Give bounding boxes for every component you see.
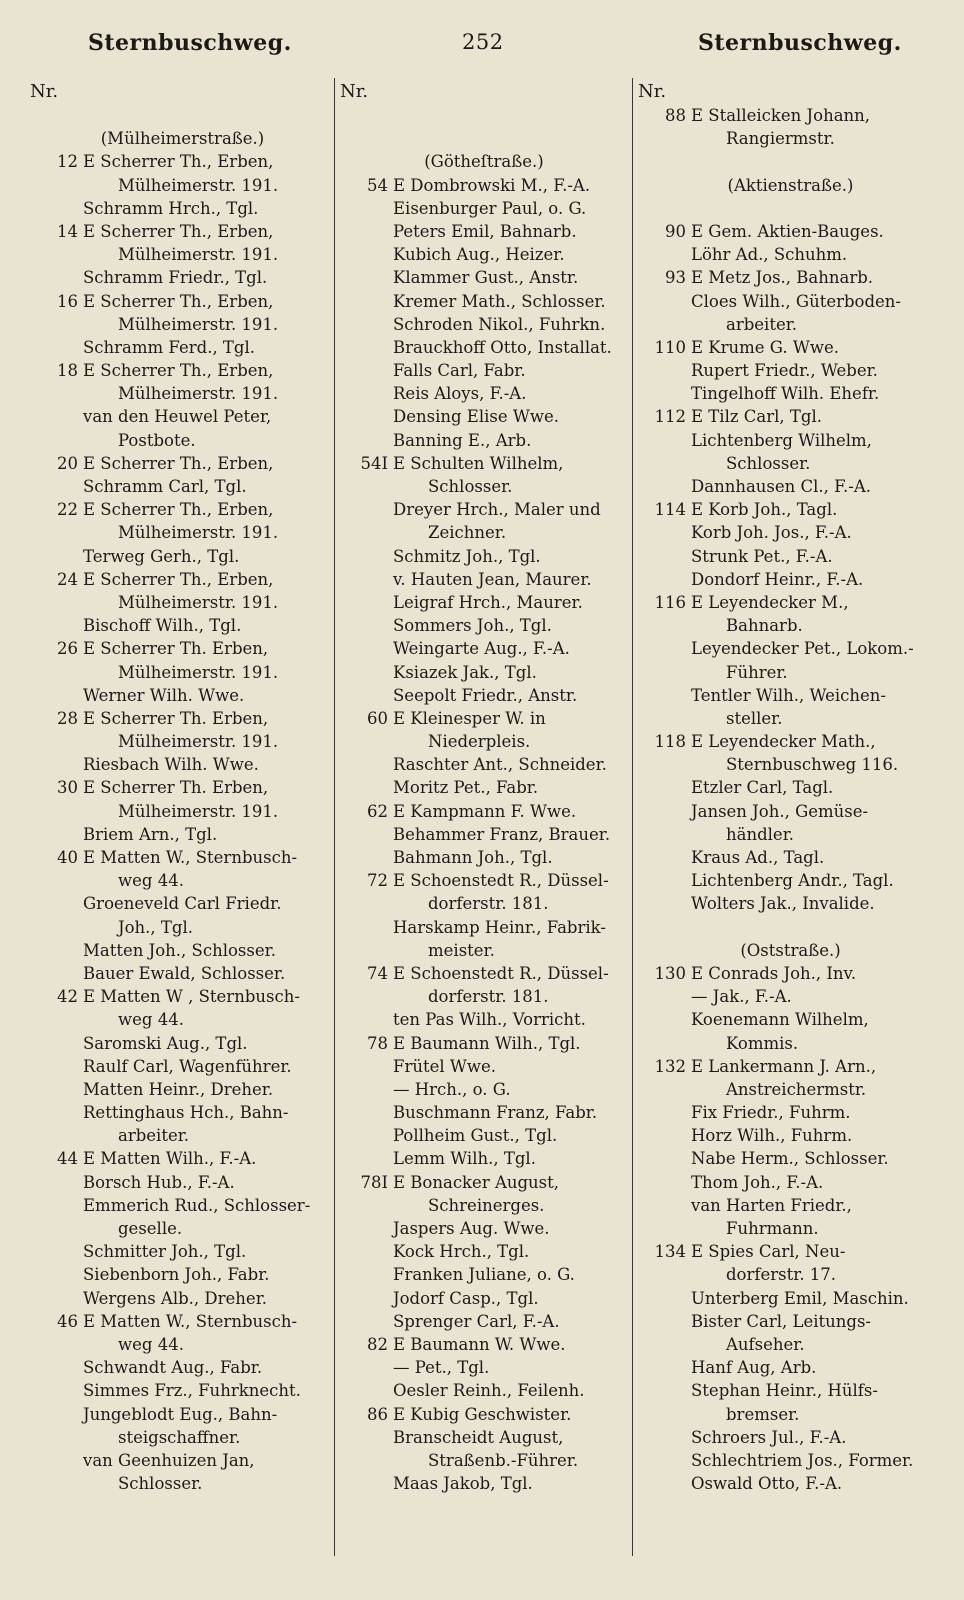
entry-line <box>30 452 335 475</box>
continuation-line: Zeichner. <box>428 523 507 543</box>
continuation-line: Postbote. <box>118 430 196 450</box>
entry-text: E Scherrer Th., Erben, <box>83 453 274 473</box>
entry-text: E Bonacker August, <box>393 1172 560 1192</box>
entry-text: E Metz Jos., Bahnarb. <box>691 268 874 288</box>
resident-line: Horz Wilh., Fuhrm. <box>691 1126 853 1146</box>
resident-line: Raschter Ant., Schneider. <box>393 755 607 775</box>
entry-line <box>340 1032 628 1055</box>
column-2 <box>340 80 628 1495</box>
resident-line: Schwandt Aug., Fabr. <box>83 1358 263 1378</box>
house-number: 28 <box>57 708 78 728</box>
house-number: 114 <box>654 500 686 520</box>
entry-line <box>340 707 628 730</box>
resident-line: Simmes Frz., Fuhrknecht. <box>83 1381 301 1401</box>
resident-line: Jaspers Aug. Wwe. <box>393 1219 550 1238</box>
entry-line <box>340 1403 628 1426</box>
continuation-line: weg 44. <box>118 1334 184 1354</box>
street-section-heading: (Oststraße.) <box>740 940 841 960</box>
resident-line: Brauckhoff Otto, Installat. <box>393 337 612 357</box>
resident-line: van den Heuwel Peter, <box>83 407 272 427</box>
resident-line: Bahmann Joh., Tgl. <box>393 848 553 867</box>
column-heading: Nr. <box>340 81 369 102</box>
continuation-line: Fuhrmann. <box>726 1219 819 1238</box>
continuation-line: Niederpleis. <box>428 732 531 752</box>
resident-line: Strunk Pet., F.-A. <box>691 546 833 566</box>
resident-line: Korb Joh. Jos., F.-A. <box>691 523 852 543</box>
entry-line <box>30 220 335 243</box>
entry-text: E Schulten Wilhelm, <box>393 453 564 473</box>
resident-line: Saromski Aug., Tgl. <box>83 1033 248 1053</box>
resident-line: Kock Hrch., Tgl. <box>393 1242 530 1262</box>
entry-text: E Matten Wilh., F.-A. <box>83 1149 257 1169</box>
entry-text: E Dombrowski M., F.-A. <box>393 175 591 195</box>
house-number: 42 <box>57 987 78 1007</box>
entry-line <box>638 1240 943 1263</box>
resident-line: Buschmann Franz, Fabr. <box>393 1103 598 1123</box>
continuation-line: Schlosser. <box>726 453 811 473</box>
continuation-line: Führer. <box>726 662 788 682</box>
continuation-line: Anstreichermstr. <box>726 1079 867 1099</box>
house-number: 18 <box>57 361 78 381</box>
resident-line: Riesbach Wilh. Wwe. <box>83 755 259 775</box>
entry-line <box>638 405 943 428</box>
column-heading: Nr. <box>638 81 667 102</box>
house-number: 46 <box>57 1311 78 1331</box>
resident-line: Eisenburger Paul, o. G. <box>393 198 587 218</box>
continuation-line: geselle. <box>118 1219 183 1238</box>
running-header-right: Sternbuschweg. <box>698 30 902 56</box>
entry-text: E Schoenstedt R., Düssel- <box>393 871 609 891</box>
entry-line <box>638 220 943 243</box>
resident-line: Harskamp Heinr., Fabrik- <box>393 917 606 937</box>
resident-line: Wergens Alb., Dreher. <box>83 1288 268 1308</box>
continuation-line: arbeiter. <box>118 1126 190 1146</box>
resident-line: Emmerich Rud., Schlosser- <box>83 1195 311 1215</box>
entry-line <box>340 452 628 475</box>
resident-line: Branscheidt August, <box>393 1427 564 1447</box>
resident-line: Borsch Hub., F.-A. <box>83 1172 235 1192</box>
continuation-line: steller. <box>726 708 783 728</box>
entry-line <box>30 846 335 869</box>
house-number: 14 <box>57 221 78 241</box>
resident-line: — Jak., F.-A. <box>691 987 792 1007</box>
entry-line <box>340 869 628 892</box>
continuation-line: Schlosser. <box>118 1474 203 1494</box>
resident-line: Moritz Pet., Fabr. <box>393 778 539 798</box>
entry-text: E Scherrer Th., Erben, <box>83 500 274 520</box>
entry-line <box>30 359 335 382</box>
entry-line <box>340 1333 628 1356</box>
resident-line: Schramm Friedr., Tgl. <box>83 268 268 288</box>
resident-line: Densing Elise Wwe. <box>393 407 559 427</box>
street-section-heading: (Aktienstraße.) <box>727 175 854 195</box>
entry-line <box>30 985 335 1008</box>
entry-line <box>340 962 628 985</box>
house-number: 118 <box>654 732 686 752</box>
resident-line: Rettinghaus Hch., Bahn- <box>83 1103 289 1123</box>
continuation-line: dorferstr. 17. <box>726 1265 837 1285</box>
entry-text: E Leyendecker M., <box>691 592 849 612</box>
resident-line: Briem Arn., Tgl. <box>83 824 218 844</box>
resident-line: Schramm Ferd., Tgl. <box>83 337 256 357</box>
house-number: 132 <box>654 1056 686 1076</box>
entry-text: E Gem. Aktien-Bauges. <box>691 221 884 241</box>
resident-line: Jansen Joh., Gemüse- <box>691 801 869 821</box>
entry-text: E Matten W , Sternbusch- <box>83 987 300 1007</box>
house-number: 82 <box>367 1334 388 1354</box>
house-number: 86 <box>367 1404 388 1424</box>
house-number: 134 <box>654 1242 686 1262</box>
house-number: 78I <box>360 1172 388 1192</box>
entry-text: E Scherrer Th., Erben, <box>83 291 274 311</box>
continuation-line: Mülheimerstr. 191. <box>118 314 279 334</box>
resident-line: ten Pas Wilh., Vorricht. <box>393 1010 586 1030</box>
continuation-line: meister. <box>428 940 495 960</box>
entry-line <box>30 290 335 313</box>
house-number: 90 <box>665 221 686 241</box>
entry-text: E Scherrer Th. Erben, <box>83 639 269 659</box>
entry-line <box>638 336 943 359</box>
continuation-line: Sternbuschweg 116. <box>726 755 899 775</box>
resident-line: Klammer Gust., Anstr. <box>393 268 579 288</box>
resident-line: Falls Carl, Fabr. <box>393 361 526 381</box>
resident-line: Bister Carl, Leitungs- <box>691 1311 872 1331</box>
resident-line: Sommers Joh., Tgl. <box>393 616 552 636</box>
entry-text: E Kubig Geschwister. <box>393 1404 572 1424</box>
entry-line <box>340 174 628 197</box>
entry-text: E Baumann Wilh., Tgl. <box>393 1033 581 1053</box>
entry-text: E Scherrer Th., Erben, <box>83 569 274 589</box>
resident-line: Löhr Ad., Schuhm. <box>691 245 848 265</box>
continuation-line: Joh., Tgl. <box>118 917 193 937</box>
house-number: 24 <box>57 569 78 589</box>
house-number: 116 <box>654 592 686 612</box>
house-number: 22 <box>57 500 78 520</box>
entry-text: E Conrads Joh., Inv. <box>691 963 857 983</box>
spacer <box>638 916 943 939</box>
house-number: 54I <box>360 453 388 473</box>
resident-line: Bischoff Wilh., Tgl. <box>83 616 242 636</box>
entry-line <box>638 266 943 289</box>
resident-line: Stephan Heinr., Hülfs- <box>691 1381 878 1401</box>
resident-line: Werner Wilh. Wwe. <box>83 685 245 705</box>
continuation-line: bremser. <box>726 1404 800 1424</box>
continuation-line: Mülheimerstr. 191. <box>118 245 279 265</box>
continuation-line: Straßenb.-Führer. <box>428 1450 579 1470</box>
entry-line <box>638 498 943 521</box>
entry-text: E Scherrer Th., Erben, <box>83 361 274 381</box>
entry-text: E Kleinesper W. in <box>393 708 546 728</box>
resident-line: Groeneveld Carl Friedr. <box>83 894 282 914</box>
resident-line: Nabe Herm., Schlosser. <box>691 1149 889 1169</box>
page-number: 252 <box>462 30 504 54</box>
resident-line: Schmitter Joh., Tgl. <box>83 1242 247 1262</box>
house-number: 16 <box>57 291 78 311</box>
entry-line <box>340 800 628 823</box>
house-number: 93 <box>665 268 686 288</box>
entry-text: E Scherrer Th. Erben, <box>83 778 269 798</box>
house-number: 72 <box>367 871 388 891</box>
continuation-line: Bahnarb. <box>726 616 803 636</box>
entry-text: E Baumann W. Wwe. <box>393 1334 566 1354</box>
house-number: 44 <box>57 1149 78 1169</box>
entry-text: E Spies Carl, Neu- <box>691 1242 846 1262</box>
entry-text: E Matten W., Sternbusch- <box>83 1311 298 1331</box>
resident-line: Franken Juliane, o. G. <box>393 1265 575 1285</box>
house-number: 54 <box>367 175 388 195</box>
entry-text: E Leyendecker Math., <box>691 732 876 752</box>
entry-text: E Matten W., Sternbusch- <box>83 848 298 867</box>
resident-line: Banning E., Arb. <box>393 430 532 450</box>
resident-line: Jungeblodt Eug., Bahn- <box>83 1404 278 1424</box>
entry-line <box>30 637 335 660</box>
continuation-line: Mülheimerstr. 191. <box>118 662 279 682</box>
entry-line <box>30 498 335 521</box>
column-3 <box>638 80 943 1495</box>
resident-line: Kubich Aug., Heizer. <box>393 245 565 265</box>
continuation-line: arbeiter. <box>726 314 798 334</box>
entry-line <box>30 568 335 591</box>
entry-text: E Scherrer Th., Erben, <box>83 221 274 241</box>
house-number: 30 <box>57 778 78 798</box>
continuation-line: dorferstr. 181. <box>428 987 549 1007</box>
house-number: 88 <box>665 106 686 125</box>
column-heading: Nr. <box>30 81 59 102</box>
resident-line: Tingelhoff Wilh. Ehefr. <box>691 384 880 404</box>
resident-line: Bauer Ewald, Schlosser. <box>83 963 286 983</box>
resident-line: Wolters Jak., Invalide. <box>691 894 875 914</box>
house-number: 26 <box>57 639 78 659</box>
entry-line <box>638 591 943 614</box>
entry-text: E Scherrer Th., Erben, <box>83 152 274 172</box>
entry-text: E Krume G. Wwe. <box>691 337 839 357</box>
house-number: 12 <box>57 152 78 172</box>
resident-line: Schroden Nikol., Fuhrkn. <box>393 314 606 334</box>
continuation-line: Mülheimerstr. 191. <box>118 732 279 752</box>
resident-line: Unterberg Emil, Maschin. <box>691 1288 909 1308</box>
continuation-line: händler. <box>726 824 795 844</box>
spacer <box>638 150 943 173</box>
continuation-line: Mülheimerstr. 191. <box>118 801 279 821</box>
entry-text: E Korb Joh., Tagl. <box>691 500 838 520</box>
continuation-line: Mülheimerstr. 191. <box>118 384 279 404</box>
resident-line: Leyendecker Pet., Lokom.- <box>691 639 914 659</box>
spacer <box>638 197 943 220</box>
continuation-line: Mülheimerstr. 191. <box>118 175 279 195</box>
resident-line: Dannhausen Cl., F.-A. <box>691 477 872 496</box>
entry-text: E Kampmann F. Wwe. <box>393 801 577 821</box>
spacer <box>340 104 628 127</box>
house-number: 74 <box>367 963 388 983</box>
resident-line: Sprenger Carl, F.-A. <box>393 1311 560 1331</box>
entry-text: E Schoenstedt R., Düssel- <box>393 963 609 983</box>
continuation-line: Mülheimerstr. 191. <box>118 523 279 543</box>
resident-line: Matten Heinr., Dreher. <box>83 1079 274 1099</box>
resident-line: Frütel Wwe. <box>393 1056 496 1076</box>
resident-line: Dreyer Hrch., Maler und <box>393 500 601 520</box>
entry-line <box>30 1310 335 1333</box>
house-number: 112 <box>654 407 686 427</box>
resident-line: Behammer Franz, Brauer. <box>393 824 611 844</box>
resident-line: van Harten Friedr., <box>691 1195 852 1215</box>
resident-line: Kraus Ad., Tagl. <box>691 848 825 867</box>
resident-line: Schlechtriem Jos., Former. <box>691 1450 914 1470</box>
street-section-heading: (Götheſtraße.) <box>424 152 544 172</box>
resident-line: Weingarte Aug., F.-A. <box>393 639 570 659</box>
house-number: 20 <box>57 453 78 473</box>
resident-line: Schramm Carl, Tgl. <box>83 477 247 496</box>
resident-line: Dondorf Heinr., F.-A. <box>691 569 864 589</box>
continuation-line: weg 44. <box>118 1010 184 1030</box>
resident-line: Peters Emil, Bahnarb. <box>393 221 577 241</box>
resident-line: Terweg Gerh., Tgl. <box>83 546 240 566</box>
resident-line: v. Hauten Jean, Maurer. <box>393 569 592 589</box>
resident-line: Ksiazek Jak., Tgl. <box>393 662 537 682</box>
resident-line: — Pet., Tgl. <box>393 1358 490 1378</box>
resident-line: Fix Friedr., Fuhrm. <box>691 1103 851 1123</box>
resident-line: Reis Aloys, F.-A. <box>393 384 527 404</box>
entry-line <box>638 1055 943 1078</box>
resident-line: Schmitz Joh., Tgl. <box>393 546 541 566</box>
entry-line <box>30 776 335 799</box>
resident-line: Siebenborn Joh., Fabr. <box>83 1265 270 1285</box>
continuation-line: steigschaffner. <box>118 1427 241 1447</box>
resident-line: Lichtenberg Wilhelm, <box>691 430 872 450</box>
house-number: 62 <box>367 801 388 821</box>
resident-line: Etzler Carl, Tagl. <box>691 778 834 798</box>
house-number: 40 <box>57 848 78 867</box>
resident-line: Seepolt Friedr., Anstr. <box>393 685 578 705</box>
resident-line: van Geenhuizen Jan, <box>83 1450 255 1470</box>
resident-line: Maas Jakob, Tgl. <box>393 1474 533 1494</box>
entry-text: E Tilz Carl, Tgl. <box>691 407 822 427</box>
entry-text: E Lankermann J. Arn., <box>691 1056 877 1076</box>
resident-line: Lemm Wilh., Tgl. <box>393 1149 536 1169</box>
resident-line: Schroers Jul., F.-A. <box>691 1427 847 1447</box>
resident-line: Rupert Friedr., Weber. <box>691 361 878 381</box>
resident-line: Kremer Math., Schlosser. <box>393 291 606 311</box>
house-number: 60 <box>367 708 388 728</box>
resident-line: Lichtenberg Andr., Tagl. <box>691 871 894 891</box>
continuation-line: Schreinerges. <box>428 1195 545 1215</box>
resident-line: Matten Joh., Schlosser. <box>83 940 276 960</box>
street-section-heading: (Mülheimerstraße.) <box>100 129 265 149</box>
continuation-line: Schlosser. <box>428 477 513 496</box>
resident-line: Oesler Reinh., Feilenh. <box>393 1381 585 1401</box>
house-number: 130 <box>654 963 686 983</box>
resident-line: Pollheim Gust., Tgl. <box>393 1126 558 1146</box>
continuation-line: Rangiermstr. <box>726 129 835 149</box>
column-divider <box>632 78 633 1556</box>
spacer <box>30 104 335 127</box>
continuation-line: Kommis. <box>726 1033 799 1053</box>
resident-line: Thom Joh., F.-A. <box>691 1172 824 1192</box>
house-number: 78 <box>367 1033 388 1053</box>
resident-line: Leigraf Hrch., Maurer. <box>393 592 583 612</box>
resident-line: — Hrch., o. G. <box>393 1079 511 1099</box>
entry-line <box>638 730 943 753</box>
continuation-line: weg 44. <box>118 871 184 891</box>
resident-line: Hanf Aug, Arb. <box>691 1358 817 1378</box>
resident-line: Cloes Wilh., Güterboden- <box>691 291 902 311</box>
continuation-line: Aufseher. <box>726 1334 805 1354</box>
house-number: 110 <box>654 337 686 357</box>
resident-line: Schramm Hrch., Tgl. <box>83 198 259 218</box>
resident-line: Jodorf Casp., Tgl. <box>393 1288 539 1308</box>
running-header-left: Sternbuschweg. <box>88 30 292 56</box>
continuation-line: dorferstr. 181. <box>428 894 549 914</box>
entry-line <box>638 962 943 985</box>
entry-line <box>30 150 335 173</box>
entry-text: E Scherrer Th. Erben, <box>83 708 269 728</box>
entry-line <box>340 1171 628 1194</box>
entry-line <box>30 1147 335 1170</box>
resident-line: Raulf Carl, Wagenführer. <box>83 1056 292 1076</box>
resident-line: Oswald Otto, F.-A. <box>691 1474 843 1494</box>
continuation-line: Mülheimerstr. 191. <box>118 592 279 612</box>
spacer <box>340 127 628 150</box>
resident-line: Koenemann Wilhelm, <box>691 1010 869 1030</box>
entry-text: E Stalleicken Johann, <box>691 106 871 125</box>
column-1 <box>30 80 335 1495</box>
entry-line <box>30 707 335 730</box>
entry-line <box>638 104 943 127</box>
resident-line: Tentler Wilh., Weichen- <box>691 685 886 705</box>
